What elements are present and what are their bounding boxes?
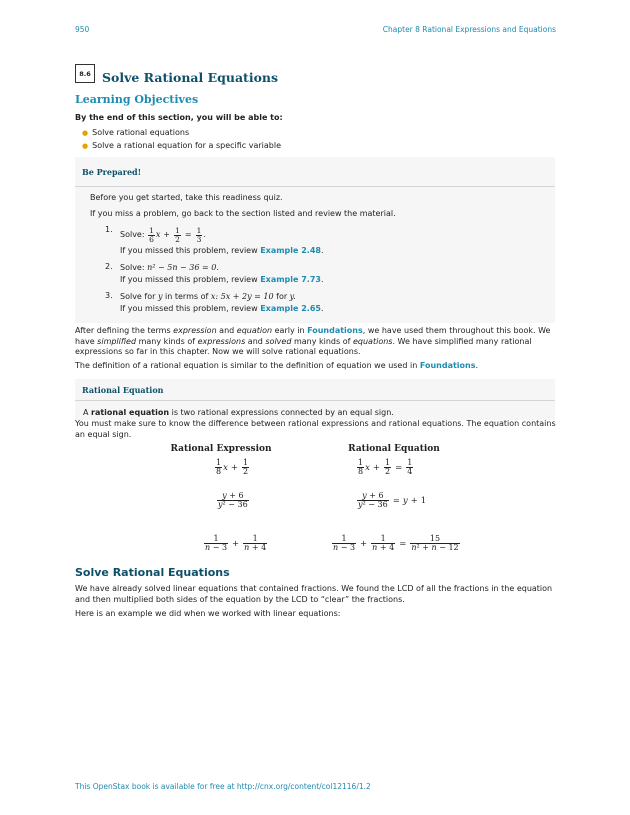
foundations-link[interactable]: Foundations [419,361,476,370]
equation-example-2: $\frac{y + 6}{\text{y² − 36}}$ = y + 1 [358,491,427,509]
expression-example-1: $\frac{1}{8}$ x + $\frac{1}{2}$ [216,458,249,476]
rational-equation-heading: Rational Equation [348,444,440,454]
paragraph-example: Here is an example we did when we worked with linear equations: [75,609,341,618]
rational-equation-definition: A rational equation is two rational expressions connected by an equal sign. [83,408,394,417]
be-prepared-intro: Before you get started, take this readiness quiz. [90,193,283,202]
example-link[interactable]: Example 2.48 [260,246,321,255]
objectives-title: Learning Objectives [75,93,199,106]
footer-note: This OpenStax book is available for free at http://cnx.org/content/col12116/1.2 [75,782,371,791]
subsection-title: Solve Rational Equations [75,566,230,579]
objectives-intro: By the end of this section, you will be able to: [75,113,283,122]
paragraph-definition: The definition of a rational equation is similar to the definition of equation we used in Foundations. [75,361,479,370]
paragraph-difference: You must make sure to know the difference between rational expressions and rational equations. The equation contains an equal sign. [75,419,556,439]
paragraph-intro: After defining the terms expression and equation early in Foundations, we have used them throughout this book. We have simplified many kinds of expressions and solved many kinds of equations. We have simplified many rational expressions so far in this chapter. Now we will solve rational equations. [75,326,551,356]
example-link[interactable]: Example 2.65 [260,304,321,313]
expression-example-3: $\frac{1}{n - 3}$ + $\frac{1}{n + 4}$ [205,534,267,552]
list-item: ● Solve a rational equation for a specific variable [82,140,282,150]
bullet-icon: ● [82,129,89,137]
be-prepared-intro-2: If you miss a problem, go back to the section listed and review the material. [90,209,396,218]
section-title: Solve Rational Equations [102,70,279,85]
chapter-header: Chapter 8 Rational Expressions and Equations [382,25,556,34]
section-number: 8.6 [75,64,95,83]
quiz-list [90,225,540,315]
quiz-item-2: 2. Solve: n² − 5n − 36 = 0. If you missed this problem, review Example 7.73. [105,262,324,284]
be-prepared-box [75,157,555,323]
be-prepared-title: Be Prepared! [75,157,555,187]
expression-example-2: $\frac{y + 6}{\text{y² − 36}}$ [218,491,248,509]
objectives-list [82,127,281,152]
foundations-link[interactable]: Foundations [307,326,363,335]
equation-example-1: $\frac{1}{8}$ x + $\frac{1}{2}$ = $\frac{1}{4}$ [358,458,413,476]
equation-example-3: $\frac{1}{n - 3}$ + $\frac{1}{n + 4}$ = $\frac{15}{\text{n² + n − 12}}$ [333,534,459,552]
bullet-icon: ● [82,141,89,150]
page-number: 950 [75,25,90,34]
rational-equation-box [75,379,555,420]
rational-equation-title: Rational Equation [75,379,555,401]
quiz-item-3: 3. Solve for y in terms of x: 5x + 2y = 10 for y. If you missed this problem, review Example 2.65. [105,291,324,313]
paragraph-linear: We have already solved linear equations that contained fractions. We found the LCD of all the fractions in the equation and then multiplied both sides of the equation by the LCD to “clear” the fractions. [75,584,553,604]
quiz-item-1: 1. Solve: $\frac{1}{6}$ x + $\frac{1}{2}$ = $\frac{1}{3}$ . If you missed this problem, review Example 2.48. [105,225,324,255]
list-item: ● Solve rational equations [82,128,190,137]
rational-expression-heading: Rational Expression [170,444,272,454]
example-link[interactable]: Example 7.73 [260,275,321,284]
